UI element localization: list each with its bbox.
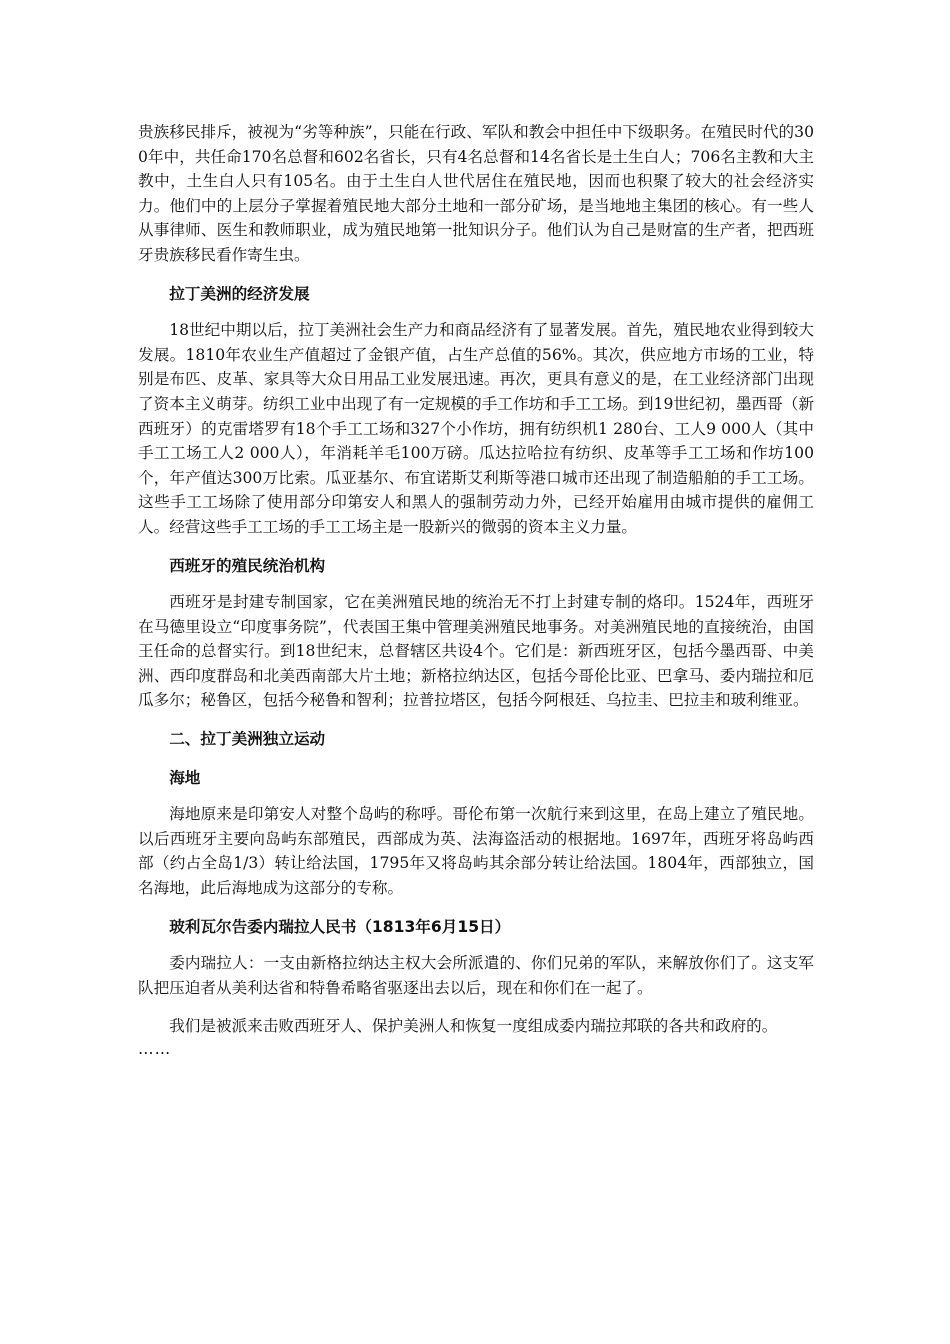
paragraph-bolivar-address-1: 委内瑞拉人：一支由新格拉纳达主权大会所派遣的、你们兄弟的军队，来解放你们了。这支军队把压迫者从美利达省和特鲁希略省驱逐出去以后，现在和你们在一起了。 (138, 954, 814, 997)
section-heading-colonial-rule: 西班牙的殖民统治机构 (169, 556, 326, 575)
section-heading-economy: 拉丁美洲的经济发展 (169, 284, 310, 303)
paragraph-colonial-society: 贵族移民排斥，被视为“劣等种族”，只能在行政、军队和教会中担任中下级职务。在殖民时代的300年中，共任命170名总督和602名省长，只有4名总督和14名省长是土生白人；706名主教和大主教中，土生白人只有105名。由于土生白人世代居住在殖民地，因而也积聚了较大的社会经济实力。他们中的上层分子掌握着殖民地大部分土地和一部分矿场，是当地地主集团的核心。有一些人从事律师、医生和教师职业，成为殖民地第一批知识分子。他们认为自己是财富的生产者，把西班牙贵族移民看作寄生虫。 (138, 123, 814, 264)
section-heading-haiti: 海地 (169, 768, 201, 787)
chapter-heading-independence: 二、拉丁美洲独立运动 (169, 730, 326, 749)
ellipsis-marker: …… (138, 1040, 172, 1058)
paragraph-bolivar-address-2: 我们是被派来击败西班牙人、保护美洲人和恢复一度组成委内瑞拉邦联的各共和政府的。 (169, 1017, 778, 1036)
paragraph-haiti: 海地原来是印第安人对整个岛屿的称呼。哥伦布第一次航行来到这里，在岛上建立了殖民地。以后西班牙主要向岛屿东部殖民，西部成为英、法海盗活动的根据地。1697年，西班牙将岛屿西部（约占全岛1/3）转让给法国，1795年又将岛屿其余部分转让给法国。1804年，西部独立，国名海地，此后海地成为这部分的专称。 (138, 805, 814, 898)
section-heading-bolivar: 玻利瓦尔告委内瑞拉人民书（1813年6月15日） (169, 917, 511, 936)
paragraph-colonial-rule: 西班牙是封建专制国家，它在美洲殖民地的统治无不打上封建专制的烙印。1524年，西班牙在马德里设立“印度事务院”，代表国王集中管理美洲殖民地事务。对美洲殖民地的直接统治，由国王任命的总督实行。到18世纪末，总督辖区共设4个。它们是：新西班牙区，包括今墨西哥、中美洲、西印度群岛和北美西南部大片土地；新格拉纳达区，包括今哥伦比亚、巴拿马、委内瑞拉和厄瓜多尔；秘鲁区，包括今秘鲁和智利；拉普拉塔区，包括今阿根廷、乌拉圭、巴拉圭和玻利维亚。 (138, 593, 814, 710)
paragraph-economic-development: 18世纪中期以后，拉丁美洲社会生产力和商品经济有了显著发展。首先，殖民地农业得到较大发展。1810年农业生产值超过了金银产值，占生产总值的56%。其次，供应地方市场的工业，特别是布匹、皮革、家具等大众日用品工业发展迅速。再次，更具有意义的是，在工业经济部门出现了资本主义萌芽。纺织工业中出现了有一定规模的手工作坊和手工工场。到19世纪初，墨西哥（新西班牙）的克雷塔罗有18个手工工场和327个小作坊，拥有纺织机1 280台、工人9 000人（其中手工工场工人2 000人），年消耗羊毛100万磅。瓜达拉哈拉有纺织、皮革等手工工场和作坊100个，年产值达300万比索。瓜亚基尔、布宜诺斯艾利斯等港口城市还出现了制造船舶的手工工场。这些手工工场除了使用部分印第安人和黑人的强制劳动力外，已经开始雇用由城市提供的雇佣工人。经营这些手工工场的手工工场主是一股新兴的微弱的资本主义力量。 (138, 321, 814, 536)
document-page (138, 120, 814, 1059)
